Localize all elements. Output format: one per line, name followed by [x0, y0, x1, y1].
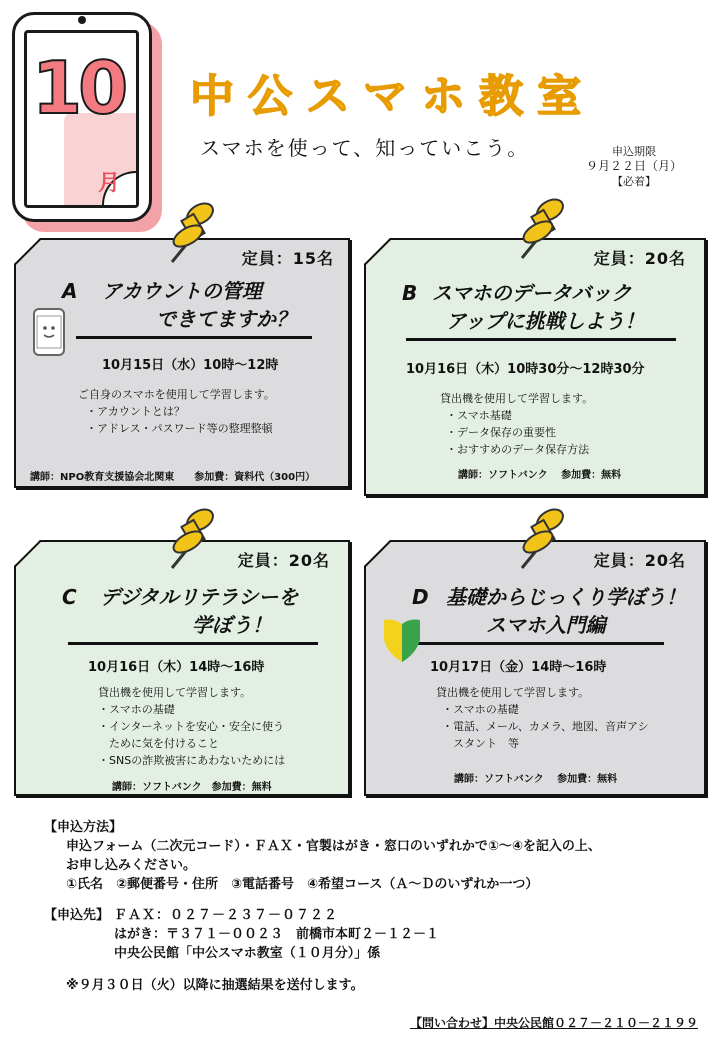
course-item: ・スマホの基礎	[442, 703, 519, 716]
course-footer: 講師：ソフトバンク 参加費：無料	[112, 782, 272, 793]
phone-camera-icon	[78, 16, 86, 24]
course-card-c	[14, 540, 350, 796]
pushpin-icon	[514, 196, 574, 262]
pushpin-icon	[514, 506, 574, 572]
title-underline	[68, 642, 318, 645]
course-letter: C	[62, 585, 77, 609]
course-item: ・インターネットを安心・安全に使う	[98, 720, 285, 733]
page-title: 中公スマホ教室	[190, 71, 596, 122]
course-letter: D	[412, 585, 429, 609]
pushpin-icon	[164, 200, 224, 266]
postcard-recipient: 中央公民館「中公スマホ教室（１０月分）」係	[114, 946, 381, 961]
course-description: 貸出機を使用して学習します。	[98, 686, 252, 699]
course-card-d	[364, 540, 706, 796]
course-letter: B	[402, 281, 418, 305]
deadline-date: ９月２２日（月）	[585, 159, 682, 173]
course-item: ・アカウントとは？	[86, 405, 185, 418]
course-footer: 講師：ソフトバンク 参加費：無料	[454, 774, 618, 785]
course-date: 10月16日（木）10時30分～12時30分	[406, 362, 645, 377]
course-title-line1: 基礎からじっくり学ぼう！	[446, 585, 686, 609]
course-footer: 講師：NPO教育支援協会北関東 参加費：資料代（300円）	[30, 472, 316, 483]
course-item: ・スマホの基礎	[98, 703, 175, 716]
pushpin-icon	[164, 506, 224, 572]
course-description: 貸出機を使用して学習します。	[440, 392, 594, 405]
deadline	[584, 144, 684, 189]
course-item: ・アドレス・パスワード等の整理整頓	[86, 422, 273, 435]
capacity-label: 定員：15名	[241, 249, 334, 268]
postcard-address: はがき：〒３７１－００２３ 前橋市本町２－１２－１	[114, 927, 440, 942]
course-description: 貸出機を使用して学習します。	[436, 686, 590, 699]
destination-heading: 【申込先】	[44, 908, 110, 923]
month-number: 10	[32, 46, 125, 130]
beginner-mark-icon	[380, 614, 424, 664]
course-item: ・電話、メール、カメラ、地図、音声アシ	[442, 720, 649, 733]
course-title-line2: アップに挑戦しよう！	[446, 309, 645, 333]
course-title-line2: できてますか？	[156, 307, 296, 331]
course-title-line1: アカウントの管理	[102, 279, 262, 303]
course-title-line2: 学ぼう！	[192, 613, 272, 637]
title-underline	[406, 338, 676, 341]
method-line: 申込フォーム（二次元コード）・ＦＡＸ・官製はがき・窓口のいずれかで①～④を記入の上、	[66, 839, 601, 854]
deadline-label: 申込期限	[612, 145, 656, 158]
lottery-notice: ※９月３０日（火）以降に抽選結果を送付します。	[66, 978, 364, 993]
method-line: ①氏名 ②郵便番号・住所 ③電話番号 ④希望コース（Ａ～Ｄのいずれか一つ）	[66, 877, 539, 892]
course-card-a	[14, 238, 350, 488]
method-line: お申し込みください。	[66, 858, 197, 873]
course-item: ・SNSの詐欺被害にあわないためには	[98, 754, 286, 767]
page-subtitle: スマホを使って、知っていこう。	[200, 136, 530, 160]
course-title-line2: スマホ入門編	[486, 613, 606, 637]
smartphone-face-icon	[30, 306, 68, 358]
title-underline	[76, 336, 312, 339]
course-description: ご自身のスマホを使用して学習します。	[78, 388, 275, 401]
capacity-label: 定員：20名	[593, 551, 686, 570]
course-title-line1: スマホのデータバック	[432, 281, 632, 305]
course-date: 10月16日（木）14時～16時	[88, 660, 265, 675]
course-footer: 講師：ソフトバンク 参加費：無料	[458, 470, 622, 481]
course-date: 10月15日（水）10時～12時	[102, 358, 279, 373]
title-underline	[414, 642, 664, 645]
capacity-label: 定員：20名	[593, 249, 686, 268]
course-item: ・おすすめのデータ保存方法	[446, 443, 590, 456]
course-title-line1: デジタルリテラシーを	[100, 585, 299, 609]
capacity-label: 定員：20名	[237, 551, 330, 570]
method-heading: 【申込方法】	[44, 820, 123, 835]
contact-info: 【問い合わせ】中央公民館０２７－２１０－２１９９	[409, 1016, 698, 1030]
course-item: ために気を付けること	[98, 737, 219, 750]
course-item: スタント 等	[442, 737, 519, 750]
month-unit: 月	[98, 171, 121, 196]
course-item: ・データ保存の重要性	[446, 426, 556, 439]
course-item: ・スマホ基礎	[446, 409, 512, 422]
course-letter: A	[62, 279, 78, 303]
course-card-b	[364, 238, 706, 496]
course-date: 10月17日（金）14時～16時	[430, 660, 607, 675]
deadline-note: 【必着】	[612, 175, 656, 188]
fax-number: ＦＡＸ：０２７－２３７－０７２２	[114, 908, 339, 923]
